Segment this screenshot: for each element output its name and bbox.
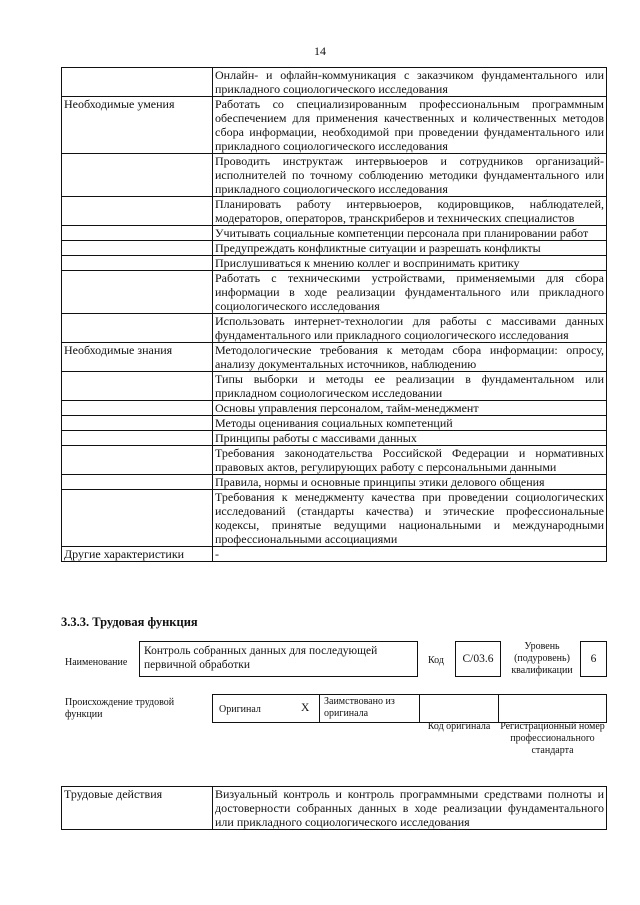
table-row — [62, 256, 607, 271]
original-cell — [212, 694, 320, 723]
table-row — [62, 475, 607, 490]
row-label — [62, 68, 213, 97]
table-row — [62, 154, 607, 197]
row-label — [62, 241, 213, 256]
level-label: Уровень (подуровень) квалификации — [511, 641, 573, 676]
row-description: Методологические требования к методам сбора информации: опросу, анализу документальных источников, наблюдению — [213, 343, 607, 372]
row-label: Необходимые умения — [62, 97, 213, 154]
table-row — [62, 372, 607, 401]
row-description: Типы выборки и методы ее реализации в фундаментальном или прикладном социологическом исследовании — [213, 372, 607, 401]
row-description: Онлайн- и офлайн-коммуникация с заказчиком фундаментального или прикладного социологического исследования — [213, 68, 607, 97]
code-original-caption: Код оригинала — [427, 721, 491, 732]
code-value-box — [455, 641, 501, 677]
original-label: Оригинал — [219, 704, 261, 715]
code-original-cell — [419, 694, 499, 723]
table-row — [62, 490, 607, 547]
table-row — [62, 241, 607, 256]
row-label: Другие характеристики — [62, 547, 213, 562]
reg-number-cell — [498, 694, 607, 723]
table-row — [62, 343, 607, 372]
origin-label: Происхождение трудовой функции — [65, 697, 175, 720]
row-description: Работать с техническими устройствами, применяемыми для сбора информации в ходе реализации фундаментального или прикладного социологического исследования — [213, 271, 607, 314]
row-label — [62, 490, 213, 547]
row-description: Работать со специализированным профессиональным программным обеспечением для применения качественных и количественных методов сбора информации, необходимой при проведении фундаментального или прикладного социологического исследования — [213, 97, 607, 154]
row-label: Необходимые знания — [62, 343, 213, 372]
table-row — [62, 271, 607, 314]
row-description: Правила, нормы и основные принципы этики делового общения — [213, 475, 607, 490]
row-label — [62, 475, 213, 490]
table-row — [62, 446, 607, 475]
row-description: Требования законодательства Российской Федерации и нормативных правовых актов, регулирующих работу с персональными данными — [213, 446, 607, 475]
page-number: 14 — [314, 44, 326, 58]
reg-number-caption: Регистрационный номер профессионального стандарта — [500, 721, 605, 756]
table-row — [62, 68, 607, 97]
row-description: Прислушиваться к мнению коллег и воспринимать критику — [213, 256, 607, 271]
row-label — [62, 401, 213, 416]
row-label — [62, 314, 213, 343]
row-description: Методы оценивания социальных компетенций — [213, 416, 607, 431]
name-value-box — [139, 641, 418, 677]
level-value-box — [580, 641, 607, 677]
borrowed-cell — [319, 694, 420, 723]
table-row — [62, 226, 607, 241]
code-value: C/03.6 — [462, 653, 494, 665]
row-description: Проводить инструктаж интервьюеров и сотрудников организаций-исполнителей по точному соблюдению методики фундаментального или прикладного социологического исследования — [213, 154, 607, 197]
table-row — [62, 416, 607, 431]
section-title: 3.3.3. Трудовая функция — [61, 615, 198, 629]
row-label — [62, 271, 213, 314]
spec-table — [61, 67, 607, 562]
borrowed-label: Заимствовано из оригинала — [324, 696, 395, 719]
row-description: Планировать работу интервьюеров, кодировщиков, наблюдателей, модераторов, операторов, транскриберов и технических специалистов — [213, 197, 607, 226]
row-label — [62, 197, 213, 226]
row-description: Требования к менеджменту качества при проведении социологических исследований (стандарты качества) и этические профессиональные кодексы, принятые ведущими национальными и международными профессиональными ассоциациями — [213, 490, 607, 547]
actions-desc: Визуальный контроль и контроль программными средствами полноты и достоверности собранных данных в ходе реализации фундаментального или прикладного социологического исследования — [213, 787, 607, 830]
table-row — [62, 547, 607, 562]
row-label — [62, 256, 213, 271]
actions-label: Трудовые действия — [62, 787, 213, 830]
row-description: Использовать интернет-технологии для работы с массивами данных фундаментального или прикладного социологического исследования — [213, 314, 607, 343]
table-row — [62, 97, 607, 154]
table-row — [62, 431, 607, 446]
row-label — [62, 446, 213, 475]
row-description: Принципы работы с массивами данных — [213, 431, 607, 446]
code-label: Код — [428, 655, 444, 666]
row-label — [62, 431, 213, 446]
row-description: Основы управления персоналом, тайм-менеджмент — [213, 401, 607, 416]
row-label — [62, 416, 213, 431]
row-label — [62, 154, 213, 197]
table-row — [62, 197, 607, 226]
row-description: Учитывать социальные компетенции персонала при планировании работ — [213, 226, 607, 241]
actions-table — [61, 786, 607, 830]
level-value: 6 — [590, 653, 597, 665]
row-description: Предупреждать конфликтные ситуации и разрешать конфликты — [213, 241, 607, 256]
row-label — [62, 226, 213, 241]
name-value: Контроль собранных данных для последующей первичной обработки — [144, 645, 378, 671]
actions-row — [62, 787, 607, 830]
row-description: - — [213, 547, 607, 562]
name-label: Наименование — [65, 657, 128, 668]
original-mark: X — [301, 702, 310, 714]
table-row — [62, 314, 607, 343]
row-label — [62, 372, 213, 401]
table-row — [62, 401, 607, 416]
